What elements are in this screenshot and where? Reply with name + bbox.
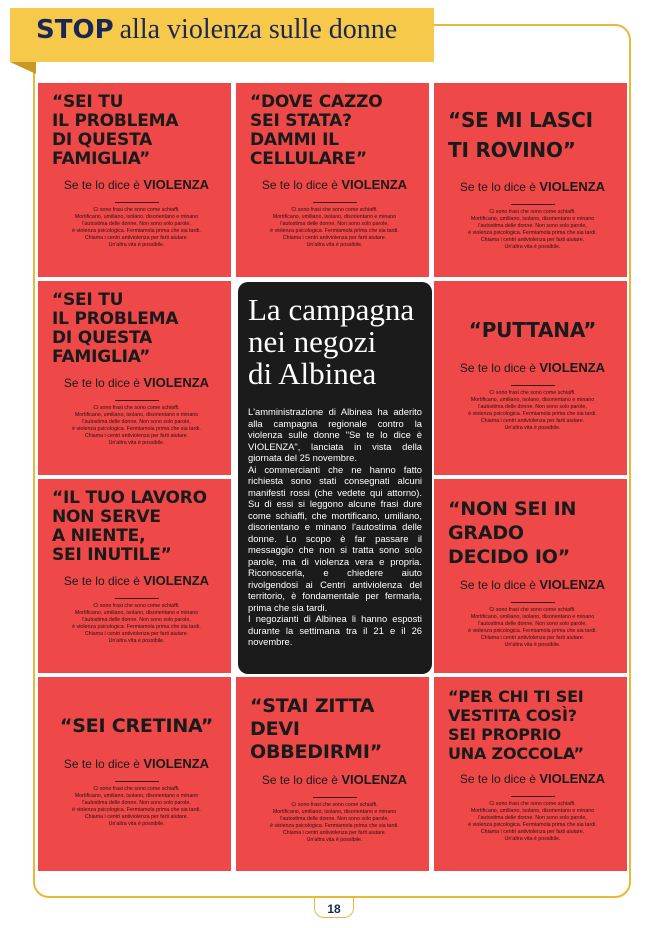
poster-quote: “SEI TU IL PROBLEMA DI QUESTA FAMIGLIA” [52, 290, 179, 367]
poster-fine-print: Ci sono frasi che sono come schiaffi. Mortificano, umiliano, isolano, disorientano e minano l'autostima delle donne. Non sono solo parole, è violenza psicologica. Fermiamola prima che sia tardi. Chiama i centri antiviolenza per farti aiutare. Un'altra vita è possibile. [72, 786, 201, 827]
tagline-lead: Se te lo dice è [459, 361, 536, 375]
poster-rule [115, 202, 159, 203]
poster-10 [434, 677, 627, 871]
tagline-bold: VIOLENZA [143, 756, 210, 771]
poster-tagline [448, 179, 617, 194]
poster-fine-print: Ci sono frasi che sono come schiaffi. Mortificano, umiliano, isolano, disorientano e minano l'autostima delle donne. Non sono solo parole, è violenza psicologica. Fermiamola prima che sia tardi. Chiama i centri antiviolenza per farti aiutare. Un'altra vita è possibile. [468, 607, 597, 648]
tagline-lead: Se te lo dice è [261, 178, 338, 192]
poster-quote: “PUTTANA” [468, 318, 597, 342]
poster-fine-print: Ci sono frasi che sono come schiaffi. Mortificano, umiliano, isolano, disorientano e minano l'autostima delle donne. Non sono solo parole, è violenza psicologica. Fermiamola prima che sia tardi. Chiama i centri antiviolenza per farti aiutare. Un'altra vita è possibile. [270, 802, 399, 843]
tagline-bold: VIOLENZA [539, 577, 606, 592]
tagline-lead: Se te lo dice è [459, 772, 536, 786]
poster-rule [511, 796, 555, 797]
poster-3 [434, 83, 627, 277]
poster-fine-print: Ci sono frasi che sono come schiaffi. Mortificano, umiliano, isolano, disorientano e minano l'autostima delle donne. Non sono solo parole, è violenza psicologica. Fermiamola prima che sia tardi. Chiama i centri antiviolenza per farti aiutare. Un'altra vita è possibile. [72, 603, 201, 644]
header-stop: STOP [36, 15, 114, 45]
tagline-lead: Se te lo dice è [261, 773, 338, 787]
tagline-bold: VIOLENZA [539, 360, 606, 375]
poster-tagline [250, 772, 419, 787]
poster-9 [236, 677, 429, 871]
poster-4 [38, 281, 231, 475]
poster-1 [38, 83, 231, 277]
tagline-bold: VIOLENZA [143, 375, 210, 390]
tagline-lead: Se te lo dice è [63, 757, 140, 771]
poster-rule [115, 598, 159, 599]
poster-rule [511, 204, 555, 205]
poster-fine-print: Ci sono frasi che sono come schiaffi. Mortificano, umiliano, isolano, disorientano e minano l'autostima delle donne. Non sono solo parole, è violenza psicologica. Fermiamola prima che sia tardi. Chiama i centri antiviolenza per farti aiutare. Un'altra vita è possibile. [468, 801, 597, 842]
poster-quote: “DOVE CAZZO SEI STATA? DAMMI IL CELLULARE” [250, 92, 383, 169]
tagline-bold: VIOLENZA [341, 772, 408, 787]
header-banner [10, 8, 434, 62]
tagline-bold: VIOLENZA [539, 179, 606, 194]
poster-quote: “PER CHI TI SEI VESTITA COSÌ? SEI PROPRIO UNA ZOCCOLA” [448, 687, 584, 763]
tagline-bold: VIOLENZA [143, 177, 210, 192]
poster-tagline [250, 177, 419, 192]
poster-rule [511, 385, 555, 386]
tagline-lead: Se te lo dice è [459, 578, 536, 592]
poster-quote: “SEI TU IL PROBLEMA DI QUESTA FAMIGLIA” [52, 92, 179, 169]
poster-rule [313, 202, 357, 203]
poster-rule [115, 781, 159, 782]
poster-7 [434, 479, 627, 673]
poster-fine-print: Ci sono frasi che sono come schiaffi. Mortificano, umiliano, isolano, disorientano e minano l'autostima delle donne. Non sono solo parole, è violenza psicologica. Fermiamola prima che sia tardi. Chiama i centri antiviolenza per farti aiutare. Un'altra vita è possibile. [468, 209, 597, 250]
poster-2 [236, 83, 429, 277]
poster-fine-print: Ci sono frasi che sono come schiaffi. Mortificano, umiliano, isolano, disorientano e minano l'autostima delle donne. Non sono solo parole, è violenza psicologica. Fermiamola prima che sia tardi. Chiama i centri antiviolenza per farti aiutare. Un'altra vita è possibile. [270, 207, 399, 248]
poster-5 [434, 281, 627, 475]
header-title: alla violenza sulle donne [119, 14, 398, 45]
poster-rule [313, 797, 357, 798]
tagline-bold: VIOLENZA [341, 177, 408, 192]
poster-rule [511, 602, 555, 603]
poster-fine-print: Ci sono frasi che sono come schiaffi. Mortificano, umiliano, isolano, disorientano e minano l'autostima delle donne. Non sono solo parole, è violenza psicologica. Fermiamola prima che sia tardi. Chiama i centri antiviolenza per farti aiutare. Un'altra vita è possibile. [72, 405, 201, 446]
poster-tagline [52, 177, 221, 192]
poster-quote: “STAI ZITTA DEVI OBBEDIRMI” [250, 695, 383, 763]
poster-tagline [52, 375, 221, 390]
poster-tagline [52, 573, 221, 588]
poster-quote: “SEI CRETINA” [59, 715, 214, 737]
banner-fold [10, 62, 36, 74]
article-title: La campagna nei negozi di Albinea [248, 292, 415, 391]
tagline-lead: Se te lo dice è [63, 178, 140, 192]
article-body: L'amministrazione di Albinea ha aderito alla campagna regionale contro la violenza sulle donne "Se te lo dice è VIOLENZA", lanciata in vista della giornata del 25 novembre. Ai commercianti che ne hanno fatto richiesta sono stati consegnati alcuni manifesti rossi (che vedete qui attorno). Su di essi si leggono alcune frasi dure come schiaffi, che mortificano, umiliano, disorientano e minano l'autostima delle donne. Lo scopo è far passare il messaggio che non si tratta sono solo parole, ma di violenza vera e propria. Riconoscerla, e chiedere aiuto rivolgendosi ai Centri antiviolenza del territorio, è fondamentale per fermarla, prima che sia tardi. I negozianti di Albinea li hanno esposti durante la settimana tra il 21 e il 26 novembre. [248, 406, 422, 647]
tagline-lead: Se te lo dice è [459, 180, 536, 194]
tagline-bold: VIOLENZA [539, 771, 606, 786]
page-number: 18 [327, 902, 341, 916]
poster-quote: “IL TUO LAVORO NON SERVE A NIENTE, SEI INUTILE” [52, 488, 207, 565]
tagline-lead: Se te lo dice è [63, 376, 140, 390]
poster-fine-print: Ci sono frasi che sono come schiaffi. Mortificano, umiliano, isolano, disorientano e minano l'autostima delle donne. Non sono solo parole, è violenza psicologica. Fermiamola prima che sia tardi. Chiama i centri antiviolenza per farti aiutare. Un'altra vita è possibile. [468, 390, 597, 431]
poster-quote: “NON SEI IN GRADO DECIDO IO” [448, 498, 577, 568]
tagline-lead: Se te lo dice è [63, 574, 140, 588]
poster-8 [38, 677, 231, 871]
poster-tagline [448, 577, 617, 592]
poster-fine-print: Ci sono frasi che sono come schiaffi. Mortificano, umiliano, isolano, disorientano e minano l'autostima delle donne. Non sono solo parole, è violenza psicologica. Fermiamola prima che sia tardi. Chiama i centri antiviolenza per farti aiutare. Un'altra vita è possibile. [72, 207, 201, 248]
poster-6 [38, 479, 231, 673]
poster-rule [115, 400, 159, 401]
article-card [238, 282, 432, 674]
poster-quote: “SE MI LASCI TI ROVINO” [448, 108, 593, 162]
poster-tagline [52, 756, 221, 771]
poster-tagline [448, 771, 617, 786]
poster-tagline [448, 360, 617, 375]
tagline-bold: VIOLENZA [143, 573, 210, 588]
